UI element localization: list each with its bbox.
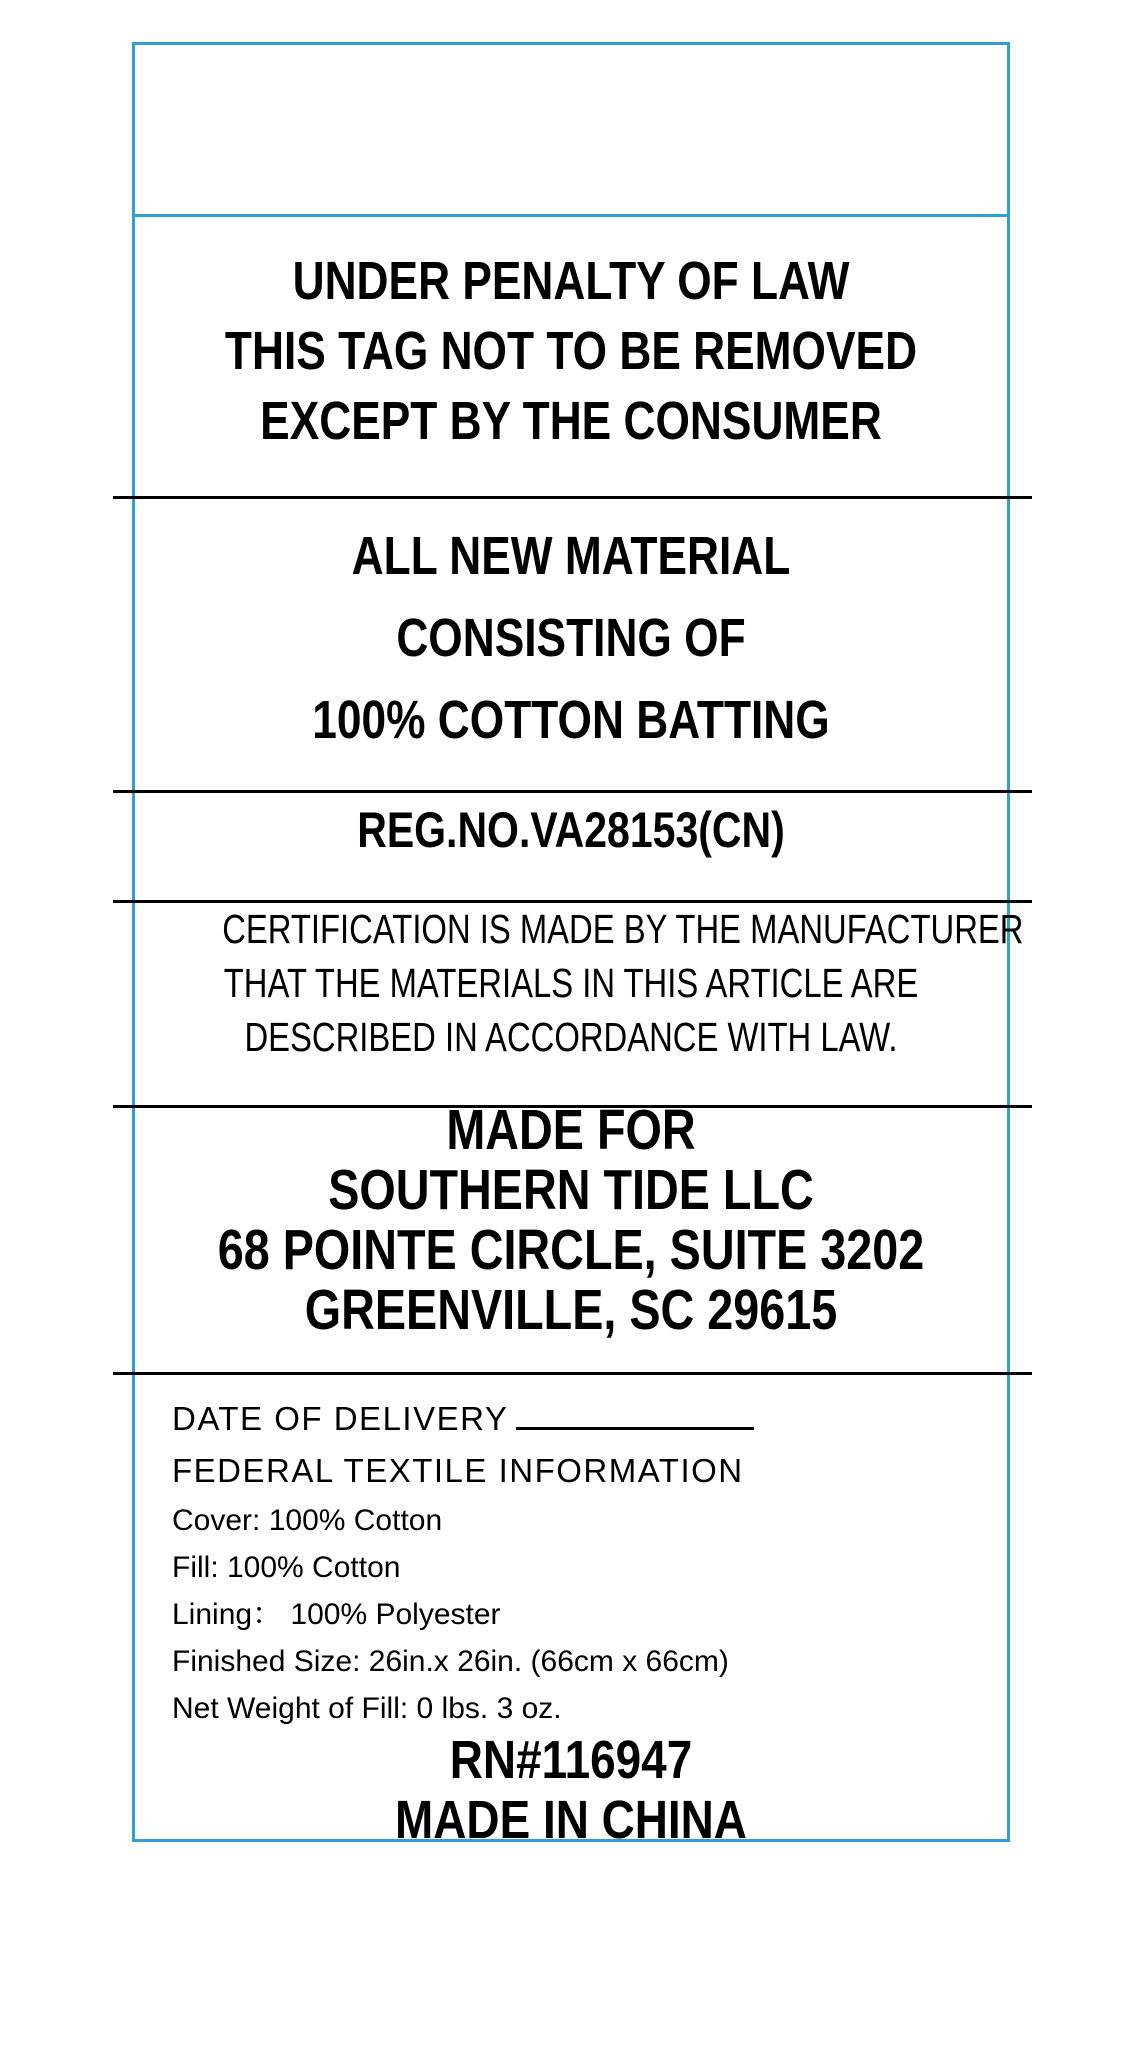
registration-section xyxy=(135,798,1007,862)
section-divider xyxy=(113,496,1032,499)
made-for-line: GREENVILLE, SC 29615 xyxy=(304,1278,838,1342)
warning-line: THIS TAG NOT TO BE REMOVED xyxy=(224,321,918,381)
finished-size: Finished Size: 26in.x 26in. (66cm x 66cm) xyxy=(172,1645,729,1678)
material-line: ALL NEW MATERIAL xyxy=(351,526,791,586)
cover-content: Cover: 100% Cotton xyxy=(172,1504,443,1537)
certification-line: THAT THE MATERIALS IN THIS ARTICLE ARE xyxy=(223,960,919,1006)
made-for-section xyxy=(135,1100,1007,1340)
certification-section xyxy=(135,902,1024,1064)
made-for-line: MADE FOR xyxy=(446,1098,696,1162)
net-weight: Net Weight of Fill: 0 lbs. 3 oz. xyxy=(172,1692,562,1725)
made-for-line: SOUTHERN TIDE LLC xyxy=(328,1158,814,1222)
registration-number: REG.NO.VA28153(CN) xyxy=(357,802,785,858)
federal-textile-heading: FEDERAL TEXTILE INFORMATION xyxy=(172,1452,744,1489)
certification-line: CERTIFICATION IS MADE BY THE MANUFACTURER xyxy=(222,906,1024,952)
warning-line: UNDER PENALTY OF LAW xyxy=(292,251,850,311)
section-divider xyxy=(113,1372,1032,1375)
certification-line: DESCRIBED IN ACCORDANCE WITH LAW. xyxy=(244,1014,898,1060)
lining-content: Lining： 100% Polyester xyxy=(172,1598,501,1631)
rn-number: RN#116947 xyxy=(449,1730,693,1790)
country-of-origin: MADE IN CHINA xyxy=(395,1790,747,1850)
top-divider xyxy=(132,214,1010,217)
section-divider xyxy=(113,790,1032,793)
material-line: 100% COTTON BATTING xyxy=(312,690,830,750)
warning-section xyxy=(135,246,1007,456)
date-of-delivery-label: DATE OF DELIVERY xyxy=(172,1400,509,1437)
fill-content: Fill: 100% Cotton xyxy=(172,1551,401,1584)
footer-section xyxy=(135,1730,1007,1850)
date-of-delivery-blank xyxy=(516,1403,754,1430)
warning-line: EXCEPT BY THE CONSUMER xyxy=(260,391,882,451)
textile-info-section xyxy=(172,1393,992,1732)
material-line: CONSISTING OF xyxy=(396,608,746,668)
material-section xyxy=(135,515,1007,761)
made-for-line: 68 POINTE CIRCLE, SUITE 3202 xyxy=(217,1218,925,1282)
date-of-delivery-row xyxy=(172,1393,992,1445)
